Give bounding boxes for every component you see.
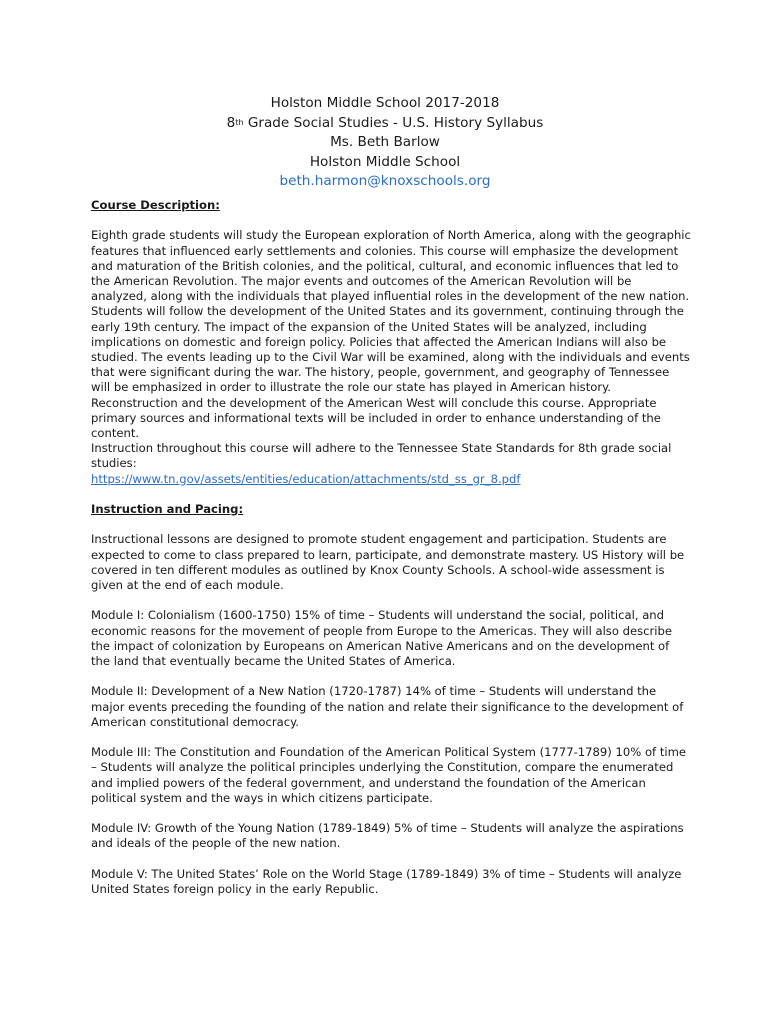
spacer (91, 852, 691, 867)
grade-suffix: th (235, 117, 244, 127)
instruction-pacing-heading: Instruction and Pacing: (91, 502, 244, 517)
spacer (91, 213, 691, 228)
course-title-text: Grade Social Studies - U.S. History Syllabus (243, 114, 544, 131)
syllabus-body (91, 198, 691, 897)
school-name: Holston Middle School (309, 153, 461, 170)
course-title (0, 114, 770, 134)
standards-link[interactable]: https://www.tn.gov/assets/entities/education/attachments/std_ss_gr_8.pdf (91, 471, 521, 486)
syllabus-header (0, 94, 770, 192)
spacer (91, 593, 691, 608)
school-year-title: Holston Middle School 2017-2018 (270, 95, 500, 111)
course-description-heading: Course Description: (91, 198, 220, 212)
spacer (91, 517, 691, 532)
spacer (91, 730, 691, 745)
module-3-text: Module III: The Constitution and Foundation of the American Political System (1777-1789) 10% of time – Students will analyze the political principles underlying the Constitution, compare the enumerated and implied powers of the federal government, and understand the foundation of the American political system and the ways in which citizens participate. (91, 745, 687, 805)
teacher-email-link[interactable]: beth.harmon@knoxschools.org (279, 173, 491, 190)
spacer (91, 487, 691, 502)
teacher-name: Ms. Beth Barlow (330, 134, 440, 151)
instruction-intro-text: Instructional lessons are designed to promote student engagement and participation. Students are expected to come to class prepared to learn, participate, and demonstrate mastery. US History will be covered in ten different modules as outlined by Knox County Schools. A school-wide assessment is given at the end of each module. (91, 532, 685, 593)
module-2-text: Module II: Development of a New Nation (1720-1787) 14% of time – Students will understand the major events preceding the founding of the nation and relate their significance to the development of American constitutional democracy. (91, 684, 684, 729)
course-description-text: Eighth grade students will study the European exploration of North America, along with the geographic features that influenced early settlements and colonies. This course will emphasize the development and maturation of the British colonies, and the political, cultural, and economic influences that led to the American Revolution. The major events and outcomes of the American Revolution will be analyzed, along with the individuals that played influential roles in the development of the new nation. Students will follow the development of the United States and its government, continuing through the early 19th century. The impact of the expansion of the United States will be analyzed, including implications on domestic and foreign policy. Policies that affected the American Indians will also be studied. The events leading up to the Civil War will be examined, along with the individuals and events that were significant during the war. The history, people, government, and geography of Tennessee will be emphasized in order to illustrate the role our state has played in American history. Reconstruction and the development of the American West will conclude this course. Appropriate primary sources and informational texts will be included in order to enhance understanding of the content. (91, 228, 691, 441)
spacer (91, 806, 691, 821)
grade-number: 8 (226, 114, 236, 131)
spacer (91, 669, 691, 684)
module-5-text: Module V: The United States’ Role on the World Stage (1789-1849) 3% of time – Students will analyze United States foreign policy in the early Republic. (91, 866, 682, 897)
module-4-text: Module IV: Growth of the Young Nation (1789-1849) 5% of time – Students will analyze the aspirations and ideals of the people of the new nation. (91, 821, 684, 851)
standards-text: Instruction throughout this course will adhere to the Tennessee State Standards for 8th grade social studies: (91, 441, 672, 471)
module-1-text: Module I: Colonialism (1600-1750) 15% of time – Students will understand the social, political, and economic reasons for the movement of people from Europe to the Americas. They will also describe the impact of colonization by Europeans on American Native Americans and on the development of the land that eventually became the United States of America. (91, 608, 673, 669)
